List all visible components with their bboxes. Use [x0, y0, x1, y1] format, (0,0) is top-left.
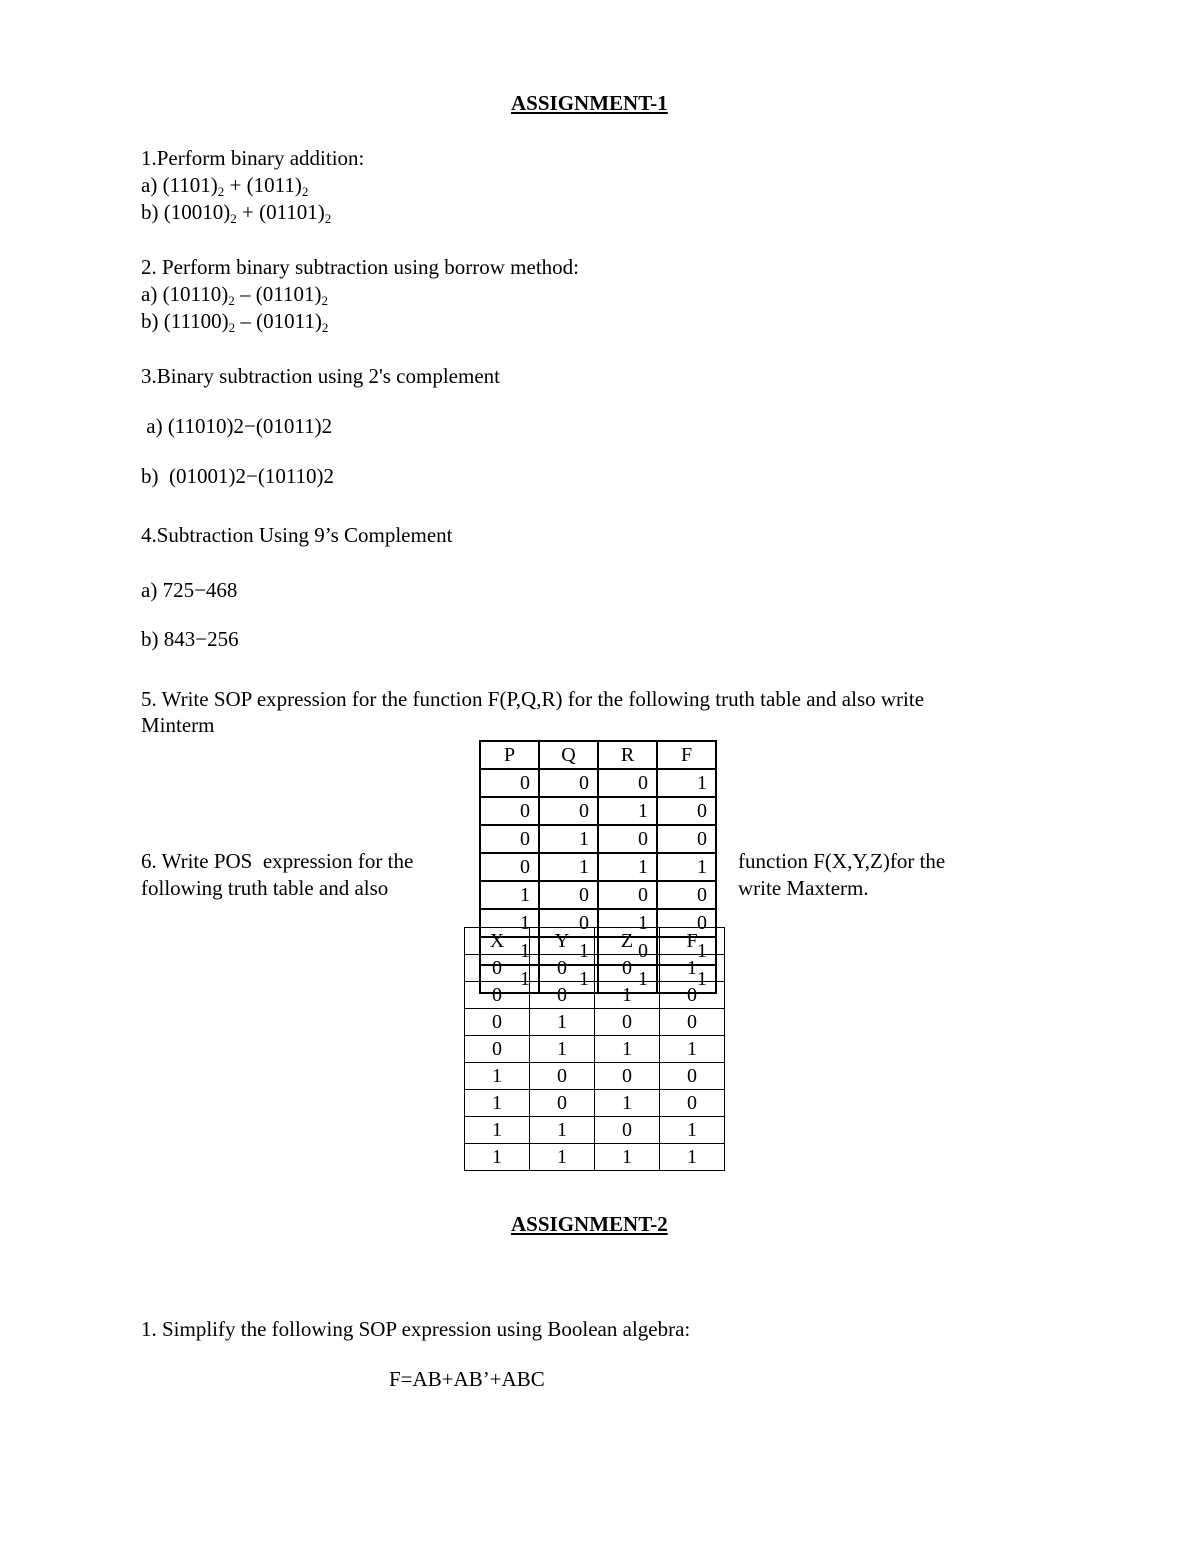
- table-cell: 0: [657, 909, 716, 937]
- table-cell: 1: [480, 965, 539, 993]
- table-cell: 0: [465, 1036, 530, 1063]
- table-cell: 0: [539, 769, 598, 797]
- table-cell: 1: [660, 1117, 725, 1144]
- table-cell: 0: [465, 1009, 530, 1036]
- table-cell: 1: [595, 1090, 660, 1117]
- table-row: [465, 1090, 725, 1117]
- q1-a: a) $(1101)_2 + (1011)_2$: [141, 173, 309, 199]
- table-cell: 0: [660, 982, 725, 1009]
- table-cell: 1: [539, 825, 598, 853]
- q2-b: b) $(11100)_2 - (01011)_2$: [141, 309, 329, 335]
- table-cell: 1: [465, 1144, 530, 1171]
- table-row: [465, 955, 725, 982]
- table-cell: 1: [530, 1009, 595, 1036]
- table-row: [465, 1063, 725, 1090]
- table-cell: 0: [595, 1063, 660, 1090]
- q3-a: a) (11010)2−(01011)2: [141, 414, 333, 438]
- table-row: [465, 982, 725, 1009]
- table-cell: 1: [595, 1036, 660, 1063]
- q1-b: b) $(10010)_2 + (01101)_2$: [141, 200, 332, 226]
- table-header-row: [465, 928, 725, 955]
- table-cell: 0: [530, 1063, 595, 1090]
- table-cell: 1: [539, 853, 598, 881]
- table-cell: 0: [539, 909, 598, 937]
- table-cell: 1: [480, 909, 539, 937]
- table-cell: 1: [539, 937, 598, 965]
- table-cell: 1: [539, 965, 598, 993]
- table-cell: 0: [657, 825, 716, 853]
- table-cell: 1: [480, 881, 539, 909]
- table-cell: 0: [480, 769, 539, 797]
- table-cell: 0: [657, 881, 716, 909]
- q4-text: 4.Subtraction Using 9’s Complement: [141, 523, 453, 547]
- header-f: F: [657, 741, 716, 769]
- table-cell: 0: [598, 825, 657, 853]
- q2-a: a) $(10110)_2 - (01101)_2$: [141, 282, 328, 308]
- table-cell: 0: [530, 982, 595, 1009]
- header-p: P: [480, 741, 539, 769]
- table-header-row: [480, 741, 716, 769]
- table-row: [465, 1009, 725, 1036]
- table-cell: 1: [598, 797, 657, 825]
- table-row: [480, 797, 716, 825]
- table-cell: 0: [480, 825, 539, 853]
- q1-text: 1.Perform binary addition:: [141, 146, 365, 170]
- table-cell: 1: [657, 769, 716, 797]
- q2-text: 2. Perform binary subtraction using borrow method:: [141, 255, 580, 279]
- table-cell: 0: [657, 797, 716, 825]
- table-row: [465, 1144, 725, 1171]
- header-f: F: [660, 928, 725, 955]
- table-cell: 1: [465, 1063, 530, 1090]
- header-z: Z: [595, 928, 660, 955]
- table-cell: 0: [660, 1090, 725, 1117]
- q6-right-line2: write Maxterm.: [738, 876, 869, 900]
- table-cell: 1: [530, 1144, 595, 1171]
- table-cell: 1: [465, 1117, 530, 1144]
- table-cell: 0: [598, 937, 657, 965]
- table-cell: 0: [465, 982, 530, 1009]
- assignment-1-title: ASSIGNMENT-1: [511, 91, 668, 115]
- q4-a: a) 725−468: [141, 578, 238, 602]
- table-cell: 1: [657, 965, 716, 993]
- q6-right-line1: function F(X,Y,Z)for the: [738, 849, 946, 873]
- assignment-2-title: ASSIGNMENT-2: [511, 1212, 668, 1236]
- table-cell: 0: [530, 1090, 595, 1117]
- table-cell: 0: [539, 881, 598, 909]
- table-cell: 0: [598, 769, 657, 797]
- table-cell: 0: [530, 955, 595, 982]
- table-row: [465, 1036, 725, 1063]
- q6-left-line2: following truth table and also: [141, 876, 389, 900]
- table-cell: 0: [480, 797, 539, 825]
- table-cell: 1: [598, 965, 657, 993]
- q3-text: 3.Binary subtraction using 2's complement: [141, 364, 500, 388]
- table-row: [465, 1117, 725, 1144]
- table-cell: 0: [480, 853, 539, 881]
- table-cell: 0: [598, 881, 657, 909]
- header-q: Q: [539, 741, 598, 769]
- q6-left-line1: 6. Write POS expression for the: [141, 849, 414, 873]
- q5-line1: 5. Write SOP expression for the function F(P,Q,R) for the following truth table and also write: [141, 687, 925, 711]
- q4-b: b) 843−256: [141, 627, 239, 651]
- table-cell: 0: [539, 797, 598, 825]
- q5-line2: Minterm: [141, 713, 215, 737]
- table-row: [480, 881, 716, 909]
- table-cell: 0: [660, 1009, 725, 1036]
- table-cell: 0: [595, 1117, 660, 1144]
- table-cell: 1: [660, 1144, 725, 1171]
- table-cell: 0: [660, 1063, 725, 1090]
- table-row: [480, 769, 716, 797]
- header-y: Y: [530, 928, 595, 955]
- table-cell: 1: [465, 1090, 530, 1117]
- table-cell: 1: [657, 853, 716, 881]
- table-cell: 0: [595, 1009, 660, 1036]
- truth-table-xyz: [464, 927, 725, 1171]
- header-r: R: [598, 741, 657, 769]
- table-cell: 1: [530, 1036, 595, 1063]
- header-x: X: [465, 928, 530, 955]
- table-cell: 1: [657, 937, 716, 965]
- table-cell: 1: [660, 955, 725, 982]
- table-cell: 1: [660, 1036, 725, 1063]
- table-cell: 0: [595, 955, 660, 982]
- a2-q1-formula: F=AB+AB’+ABC: [389, 1367, 545, 1391]
- table-cell: 1: [480, 937, 539, 965]
- table-cell: 1: [598, 853, 657, 881]
- table-row: [480, 825, 716, 853]
- table-cell: 1: [530, 1117, 595, 1144]
- table-cell: 1: [595, 982, 660, 1009]
- a2-q1-text: 1. Simplify the following SOP expression using Boolean algebra:: [141, 1317, 691, 1341]
- q3-b: b) (01001)2−(10110)2: [141, 464, 335, 488]
- table-cell: 1: [595, 1144, 660, 1171]
- table-cell: 0: [465, 955, 530, 982]
- table-row: [480, 853, 716, 881]
- table-cell: 1: [598, 909, 657, 937]
